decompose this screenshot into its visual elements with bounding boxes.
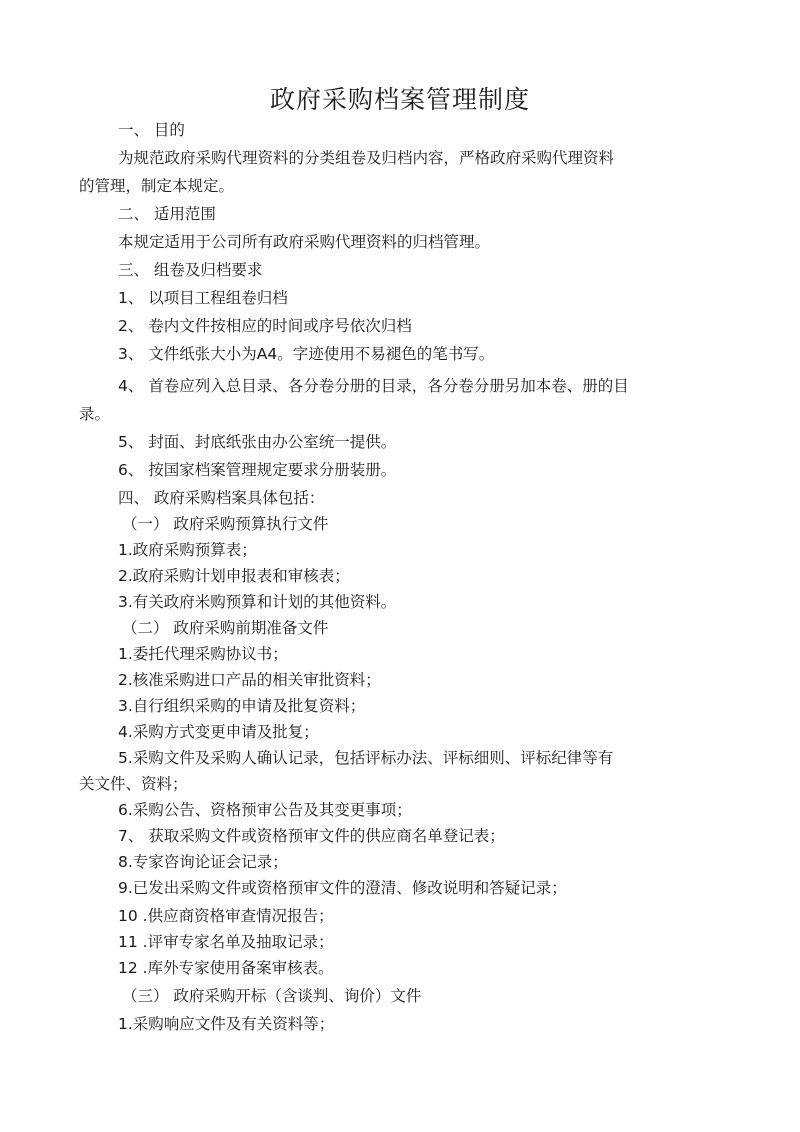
text-line: 3.有关政府米购预算和计划的其他资料。 bbox=[118, 593, 397, 611]
text-line: 二、 适用范围 bbox=[118, 205, 216, 223]
text-line: 2.核准采购进口产品的相关审批资料； bbox=[118, 671, 381, 689]
text-line: 10 .供应商资格审查情况报告； bbox=[118, 907, 334, 925]
text-line: 2、 卷内文件按相应的时间或序号依次归档 bbox=[118, 317, 412, 335]
text-line: 8.专家咨询论证会记录； bbox=[118, 853, 288, 871]
text-line: 1.政府采购预算表； bbox=[118, 541, 257, 559]
text-line: 4.采购方式变更申请及批复； bbox=[118, 723, 319, 741]
text-line: 7、 获取采购文件或资格预审文件的供应商名单登记表； bbox=[118, 827, 505, 845]
text-line: （二） 政府采购前期准备文件 bbox=[122, 619, 329, 637]
text-line: 关文件、资料； bbox=[79, 775, 188, 793]
text-line: 1.采购响应文件及有关资料等； bbox=[118, 1015, 335, 1033]
text-line: 的管理，制定本规定。 bbox=[79, 177, 235, 195]
text-line: 3.自行组织采购的申请及批复资料； bbox=[118, 697, 366, 715]
text-line: 一、 目的 bbox=[118, 121, 185, 139]
text-line: 本规定适用于公司所有政府采购代理资料的归档管理。 bbox=[118, 233, 491, 251]
document-title: 政府采购档案管理制度 bbox=[269, 85, 530, 114]
text-line: 2.政府采购计划申报表和审核表； bbox=[118, 567, 350, 585]
text-line: 6、 按国家档案管理规定要求分册装册。 bbox=[118, 461, 397, 479]
text-line: 1.委托代理采购协议书； bbox=[118, 645, 288, 663]
text-line: 1、 以项目工程组卷归档 bbox=[118, 289, 288, 307]
text-line: 为规范政府采购代理资料的分类组卷及归档内容，严格政府采购代理资料 bbox=[118, 149, 615, 167]
text-line: 12 .库外专家使用备案审核表。 bbox=[118, 959, 334, 977]
text-line: 5、 封面、封底纸张由办公室统一提供。 bbox=[118, 433, 397, 451]
text-line: 4、 首卷应列入总目录、各分卷分册的目录，各分卷分册另加本卷、册的目 bbox=[118, 377, 629, 395]
text-line: （一） 政府采购预算执行文件 bbox=[122, 515, 329, 533]
text-line: 11 .评审专家名单及抽取记录； bbox=[118, 933, 334, 951]
text-line: 四、 政府采购档案具体包括： bbox=[118, 489, 325, 507]
text-line: 3、 文件纸张大小为A4。字迹使用不易褪色的笔书写。 bbox=[118, 345, 495, 363]
text-line: 录。 bbox=[79, 405, 111, 423]
text-line: （三） 政府采购开标（含谈判、询价）文件 bbox=[122, 987, 422, 1005]
text-line: 6.采购公告、资格预审公告及其变更事项； bbox=[118, 801, 412, 819]
text-line: 三、 组卷及归档要求 bbox=[118, 261, 263, 279]
text-line: 9.已发出采购文件或资格预审文件的澄清、修改说明和答疑记录； bbox=[118, 879, 567, 897]
text-line: 5.采购文件及采购人确认记录，包括评标办法、评标细则、评标纪律等有 bbox=[118, 749, 614, 767]
